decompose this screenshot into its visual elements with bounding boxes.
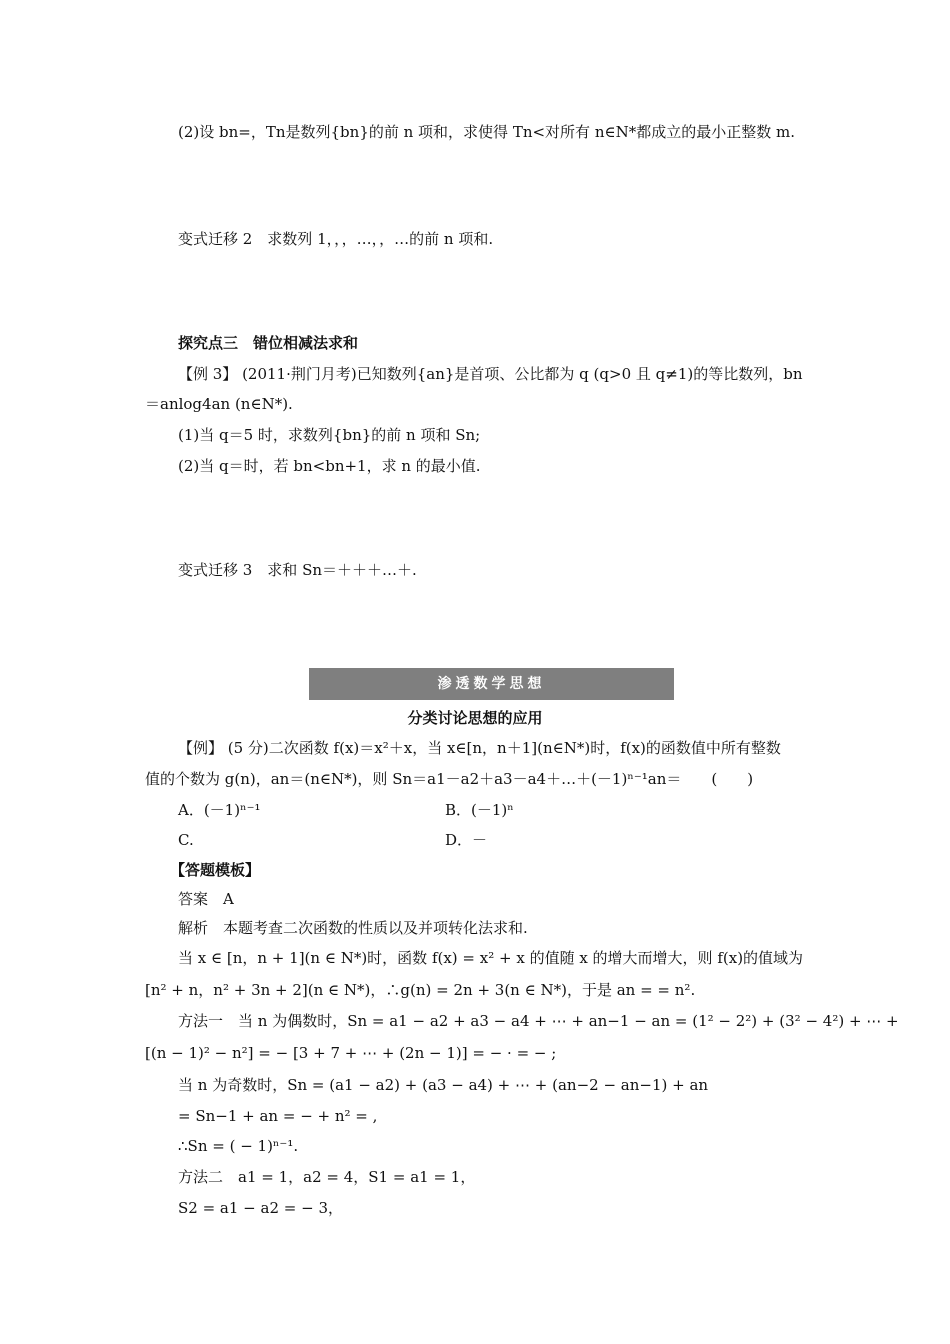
text-line: ＝anlog4an (n∈N*). (145, 395, 293, 413)
option-b: B．(－1)ⁿ (445, 801, 514, 819)
option-a: A．(－1)ⁿ⁻¹ (178, 801, 261, 819)
text-line: 值的个数为 g(n)，an＝(n∈N*)，则 Sn＝a1－a2＋a3－a4＋…＋(－1)ⁿ⁻¹an＝ ( ) (145, 770, 754, 788)
text-line: [(n − 1)² − n²] = − [3 + 7 + ⋯ + (2n − 1)] = − · = − ; (145, 1044, 557, 1062)
text-line: 变式迁移 2 求数列 1，，，…，，…的前 n 项和. (178, 230, 494, 248)
text-line: 变式迁移 3 求和 Sn＝＋＋＋…＋. (178, 561, 417, 579)
subsection-title: 分类讨论思想的应用 (407, 709, 543, 727)
text-line: (2)设 bn=，Tn是数列{bn}的前 n 项和，求使得 Tn<对所有 n∈N*都成立的最小正整数 m. (178, 123, 795, 141)
text-line: (1)当 q＝5 时，求数列{bn}的前 n 项和 Sn; (178, 426, 481, 444)
section-banner: 渗透数学思想 (309, 668, 674, 700)
text-line: 解析 本题考查二次函数的性质以及并项转化法求和. (178, 919, 528, 937)
text-line: = Sn−1 + an = − + n² = , (178, 1107, 378, 1125)
text-line: 方法二 a1 = 1，a2 = 4，S1 = a1 = 1， (178, 1168, 476, 1186)
option-c: C. (178, 831, 194, 849)
text-line: ∴Sn = ( − 1)ⁿ⁻¹. (178, 1137, 299, 1155)
text-line: 【例】 (5 分)二次函数 f(x)＝x²＋x，当 x∈[n，n＋1](n∈N*)时，f(x)的函数值中所有整数 (178, 739, 781, 757)
option-d: D．－ (445, 831, 488, 849)
answer-line: 答案 A (178, 890, 234, 908)
section-heading: 探究点三 错位相减法求和 (178, 334, 359, 352)
text-line: 当 n 为奇数时，Sn = (a1 − a2) + (a3 − a4) + ⋯ + (an−2 − an−1) + an (178, 1076, 709, 1094)
text-line: 方法一 当 n 为偶数时，Sn = a1 − a2 + a3 − a4 + ⋯ + an−1 − an = (1² − 2²) + (3² − 4²) + ⋯ + (178, 1012, 899, 1030)
text-line: [n² + n，n² + 3n + 2](n ∈ N*)，∴g(n) = 2n + 3(n ∈ N*)，于是 an = = n². (145, 981, 696, 999)
template-heading: 【答题模板】 (170, 861, 261, 879)
text-line: S2 = a1 − a2 = − 3， (178, 1199, 343, 1217)
text-line: (2)当 q＝时，若 bn<bn+1，求 n 的最小值. (178, 457, 481, 475)
text-line: 【例 3】 (2011·荆门月考)已知数列{an}是首项、公比都为 q (q>0 且 q≠1)的等比数列，bn (178, 365, 803, 383)
text-line: 当 x ∈ [n，n + 1](n ∈ N*)时，函数 f(x) = x² + x 的值随 x 的增大而增大，则 f(x)的值域为 (178, 949, 804, 967)
